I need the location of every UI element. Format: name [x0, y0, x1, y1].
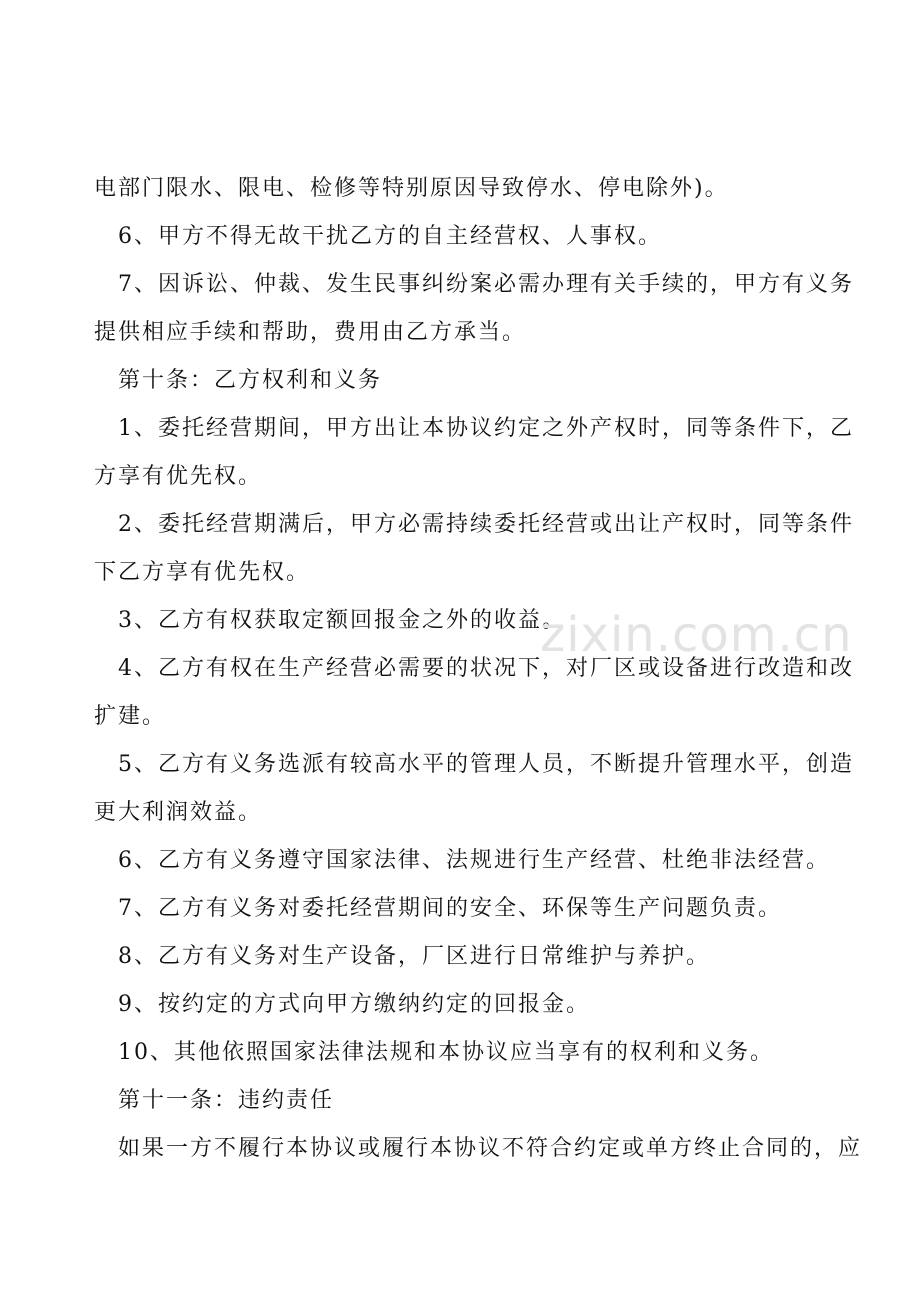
text-line: 下乙方享有优先权。: [94, 560, 311, 585]
text-line: 7、乙方有义务对委托经营期间的安全、环保等生产问题负责。: [118, 896, 782, 921]
text-line: 4、乙方有权在生产经营必需要的状况下，对厂区或设备进行改造和改: [118, 656, 854, 681]
watermark: zixin.com.cn: [540, 607, 853, 663]
text-line: 方享有优先权。: [94, 464, 263, 489]
text-line: 6、乙方有义务遵守国家法律、法规进行生产经营、杜绝非法经营。: [118, 848, 830, 873]
text-line: 扩建。: [94, 704, 167, 729]
text-line: 2、委托经营期满后，甲方必需持续委托经营或出让产权时，同等条件: [118, 512, 854, 537]
text-line: 7、因诉讼、仲裁、发生民事纠纷案必需办理有关手续的，甲方有义务: [118, 272, 854, 297]
text-line: 8、乙方有义务对生产设备，厂区进行日常维护与养护。: [118, 944, 710, 969]
section-heading: 第十一条：违约责任: [118, 1088, 335, 1113]
text-line: 1、委托经营期间，甲方出让本协议约定之外产权时，同等条件下，乙: [118, 416, 854, 441]
text-line: 如果一方不履行本协议或履行本协议不符合约定或单方终止合同的，应: [118, 1136, 863, 1161]
text-line: 10、其他依照国家法律法规和本协议应当享有的权利和义务。: [118, 1040, 774, 1065]
text-line: 6、甲方不得无故干扰乙方的自主经营权、人事权。: [118, 224, 662, 249]
text-line: 更大利润效益。: [94, 800, 263, 825]
section-heading: 第十条：乙方权利和义务: [118, 368, 383, 393]
text-line: 提供相应手续和帮助，费用由乙方承当。: [94, 320, 527, 345]
text-line: 3、乙方有权获取定额回报金之外的收益。: [118, 608, 566, 633]
text-line: 电部门限水、限电、检修等特别原因导致停水、停电除外)。: [94, 176, 729, 201]
text-line: 9、按约定的方式向甲方缴纳约定的回报金。: [118, 992, 590, 1017]
text-line: 5、乙方有义务选派有较高水平的管理人员，不断提升管理水平，创造: [118, 752, 854, 777]
